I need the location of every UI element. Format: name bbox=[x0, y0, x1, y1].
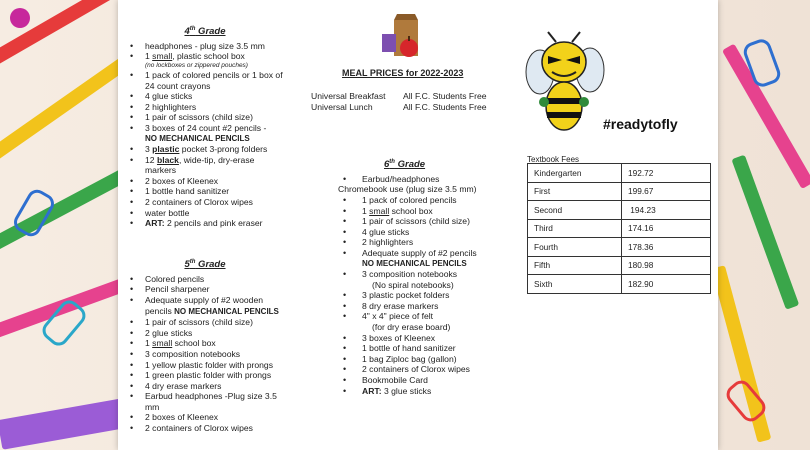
lunch-value: All F.C. Students Free bbox=[403, 102, 487, 112]
table-row bbox=[528, 275, 711, 294]
list-item: • 4" x 4" piece of felt bbox=[338, 311, 513, 322]
fee-grade: Second bbox=[528, 201, 622, 220]
grade5-section bbox=[125, 257, 285, 434]
list-item: • Colored pencils bbox=[125, 274, 285, 285]
list-item: • 1 small, plastic school box bbox=[125, 51, 285, 62]
meal-prices-title: MEAL PRICES for 2022-2023 bbox=[342, 68, 464, 78]
list-item: • 3 plastic pocket 3-prong folders bbox=[125, 144, 285, 155]
list-item: • Adequate supply of #2 wooden pencils NO MECHANICAL PENCILS bbox=[125, 295, 285, 317]
fee-value: 182.90 bbox=[622, 275, 711, 294]
fee-grade: Fifth bbox=[528, 256, 622, 275]
list-item: • 3 boxes of Kleenex bbox=[338, 333, 513, 344]
right-supplies-decoration bbox=[718, 0, 810, 450]
list-item: • headphones - plug size 3.5 mm bbox=[125, 41, 285, 52]
breakfast-value: All F.C. Students Free bbox=[403, 91, 487, 101]
list-item: • 3 composition notebooks bbox=[125, 349, 285, 360]
list-item: • 4 dry erase markers bbox=[125, 381, 285, 392]
list-item: • ART: 2 pencils and pink eraser bbox=[125, 218, 285, 229]
table-row bbox=[528, 256, 711, 275]
table-row bbox=[528, 201, 711, 220]
list-item: • 1 small school box bbox=[125, 338, 285, 349]
fee-grade: First bbox=[528, 182, 622, 201]
list-item: • 1 pack of colored pencils bbox=[338, 195, 513, 206]
fee-value: 180.98 bbox=[622, 256, 711, 275]
list-item: • 2 highlighters bbox=[125, 102, 285, 113]
fee-value: 194.23 bbox=[622, 201, 711, 220]
textbook-fees-table bbox=[527, 163, 711, 294]
list-item: • Pencil sharpener bbox=[125, 284, 285, 295]
list-item: • Earbud headphones -Plug size 3.5 mm bbox=[125, 391, 285, 412]
list-item: • 1 green plastic folder with prongs bbox=[125, 370, 285, 381]
list-item: • 3 plastic pocket folders bbox=[338, 290, 513, 301]
list-note: (no lockboxes or zippered pouches) bbox=[145, 61, 248, 69]
table-row bbox=[528, 182, 711, 201]
list-item: • 1 pair of scissors (child size) bbox=[338, 216, 513, 227]
grade4-section bbox=[125, 24, 285, 229]
list-item: • Adequate supply of #2 pencils bbox=[338, 248, 513, 259]
list-item: • Bookmobile Card bbox=[338, 375, 513, 386]
list-note: (No spiral notebooks) bbox=[372, 279, 454, 290]
fee-grade: Fourth bbox=[528, 238, 622, 257]
list-item: • 12 black, wide-tip, dry-erase markers bbox=[125, 155, 285, 176]
fee-grade: Kindergarten bbox=[528, 164, 622, 183]
fee-grade: Third bbox=[528, 219, 622, 238]
list-item: • 4 glue sticks bbox=[125, 91, 285, 102]
list-item: • 1 bottle hand sanitizer bbox=[125, 186, 285, 197]
list-item: • 1 bag Ziploc bag (gallon) bbox=[338, 354, 513, 365]
list-note: Chromebook use (plug size 3.5 mm) bbox=[338, 184, 477, 195]
left-supplies-decoration bbox=[0, 0, 118, 450]
list-item: • 2 boxes of Kleenex bbox=[125, 412, 285, 423]
list-item: • 2 containers of Clorox wipes bbox=[125, 197, 285, 208]
list-item: • 1 small school box bbox=[338, 206, 513, 217]
list-note: NO MECHANICAL PENCILS bbox=[145, 133, 250, 143]
grade5-heading: 5th Grade bbox=[184, 259, 226, 271]
lunch-bag-icon bbox=[380, 14, 428, 58]
table-row bbox=[528, 219, 711, 238]
list-item: • 2 boxes of Kleenex bbox=[125, 176, 285, 187]
list-note: NO MECHANICAL PENCILS bbox=[362, 258, 467, 268]
hornet-mascot-icon bbox=[522, 30, 608, 140]
list-item: • 1 bottle of hand sanitizer bbox=[338, 343, 513, 354]
list-item: • 4 glue sticks bbox=[338, 227, 513, 238]
fee-value: 174.16 bbox=[622, 219, 711, 238]
hashtag-text: #readytofly bbox=[603, 116, 678, 132]
fee-value: 178.36 bbox=[622, 238, 711, 257]
grade6-heading: 6th Grade bbox=[384, 159, 426, 171]
list-item: • Earbud/headphones bbox=[338, 174, 513, 185]
list-item: • 1 pack of colored pencils or 1 box of 24 count crayons bbox=[125, 70, 285, 91]
list-item: • 3 composition notebooks bbox=[338, 269, 513, 280]
list-item: • 8 dry erase markers bbox=[338, 301, 513, 312]
list-item: • 1 yellow plastic folder with prongs bbox=[125, 360, 285, 371]
lunch-label: Universal Lunch bbox=[311, 102, 373, 112]
table-row bbox=[528, 164, 711, 183]
list-item: • 2 containers of Clorox wipes bbox=[125, 423, 285, 434]
list-item: • 2 glue sticks bbox=[125, 328, 285, 339]
breakfast-label: Universal Breakfast bbox=[311, 91, 386, 101]
list-item: • 2 containers of Clorox wipes bbox=[338, 364, 513, 375]
fee-value: 192.72 bbox=[622, 164, 711, 183]
list-item: • ART: 3 glue sticks bbox=[338, 386, 513, 397]
grade6-section bbox=[338, 157, 513, 396]
fee-grade: Sixth bbox=[528, 275, 622, 294]
fee-value: 199.67 bbox=[622, 182, 711, 201]
list-note: (for dry erase board) bbox=[372, 322, 451, 333]
textbook-fees-title: Textbook Fees bbox=[527, 155, 580, 164]
grade4-heading: 4th Grade bbox=[184, 26, 226, 38]
list-item: • 3 boxes of 24 count #2 pencils - bbox=[125, 123, 285, 134]
list-item: • 2 highlighters bbox=[338, 237, 513, 248]
table-row bbox=[528, 238, 711, 257]
list-item: • water bottle bbox=[125, 208, 285, 219]
list-item: • 1 pair of scissors (child size) bbox=[125, 112, 285, 123]
list-item: • 1 pair of scissors (child size) bbox=[125, 317, 285, 328]
